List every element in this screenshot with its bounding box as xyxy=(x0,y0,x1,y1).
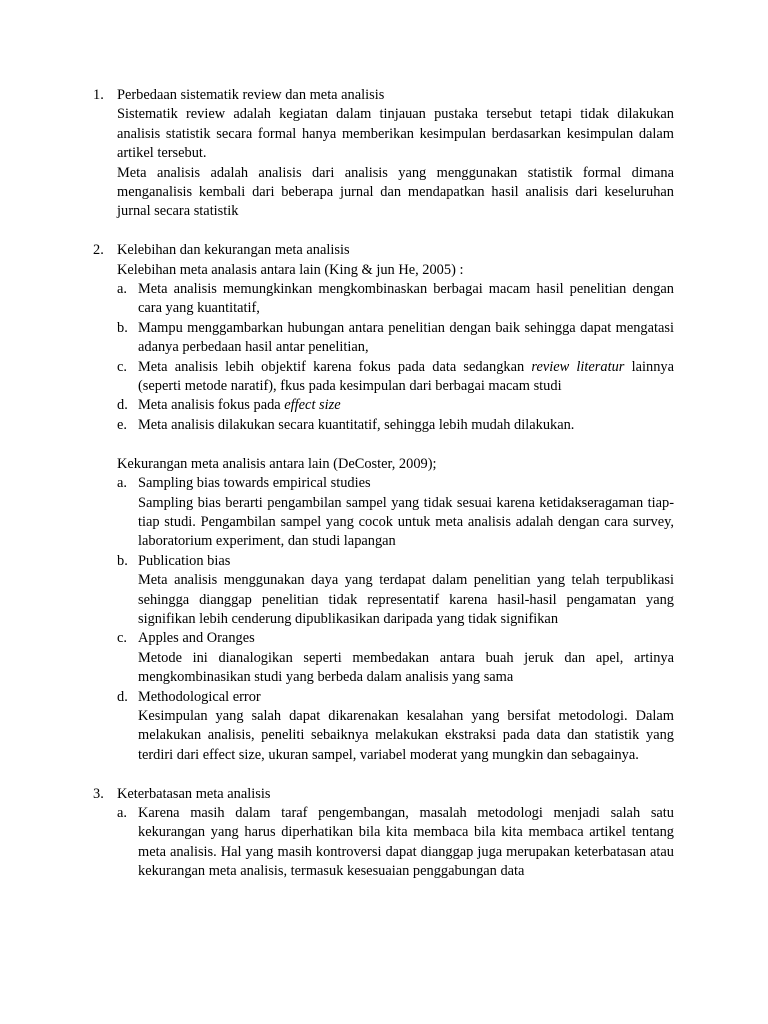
item-letter: a. xyxy=(117,475,127,492)
item-letter: c. xyxy=(117,630,127,647)
list-item xyxy=(117,688,674,766)
item-letter: e. xyxy=(117,416,127,433)
list-intro: Kekurangan meta analisis antara lain (DeCoster, 2009); xyxy=(117,455,437,472)
section-title: Kelebihan dan kekurangan meta analisis xyxy=(117,242,350,259)
list-item xyxy=(117,358,674,397)
item-text: Mampu menggambarkan hubungan antara penelitian dengan baik sehingga dapat mengatasi adanya perbedaan hasil antar penelitian, xyxy=(138,319,674,356)
section-1 xyxy=(0,86,768,222)
section-number: 3. xyxy=(93,785,104,802)
item-text: Kesimpulan yang salah dapat dikarenakan kesalahan yang bersifat metodologi. Dalam melakukan analisis, peneliti sebaiknya melakukan ekstraksi pada data dan statistik yang terdiri dari effect size, ukuran sampel, variabel moderat yang mungkin dan sebagainya. xyxy=(138,707,674,763)
item-letter: a. xyxy=(117,804,127,821)
item-text: Meta analisis fokus pada effect size xyxy=(138,397,341,414)
item-letter: b. xyxy=(117,319,128,336)
italic-term: effect size xyxy=(284,397,341,414)
list-item xyxy=(117,280,674,319)
item-title: Apples and Oranges xyxy=(138,630,255,647)
item-letter: c. xyxy=(117,358,127,375)
italic-term: review literatur xyxy=(531,358,625,375)
list-item xyxy=(117,416,674,435)
item-letter: a. xyxy=(117,281,127,298)
list-item xyxy=(117,629,674,687)
paragraph: Sistematik review adalah kegiatan dalam tinjauan pustaka tersebut tetapi tidak dilakukan analisis statistik secara formal hanya memberikan kesimpulan berdasarkan kesimpulan dalam artikel tersebut. xyxy=(117,106,674,162)
list-intro: Kelebihan meta analasis antara lain (King & jun He, 2005) : xyxy=(117,261,464,278)
section-title: Perbedaan sistematik review dan meta analisis xyxy=(117,87,385,103)
list-item xyxy=(117,319,674,358)
item-text: Meta analisis dilakukan secara kuantitatif, sehingga lebih mudah dilakukan. xyxy=(138,416,575,433)
item-letter: d. xyxy=(117,688,128,705)
document-page xyxy=(0,86,768,882)
paragraph: Meta analisis adalah analisis dari analisis yang menggunakan statistik formal dimana menganalisis kembali dari beberapa jurnal dan mendapatkan hasil analisis dari keseluruhan jurnal secara statistik xyxy=(117,164,674,220)
list-item xyxy=(117,474,674,552)
section-3 xyxy=(0,785,768,804)
item-letter: b. xyxy=(117,552,128,569)
section-2 xyxy=(0,241,768,280)
section-title: Keterbatasan meta analisis xyxy=(117,785,271,802)
item-text: Sampling bias berarti pengambilan sampel yang tidak sesuai karena ketidakseragaman tiap-tiap studi. Pengambilan sampel yang cocok untuk meta analisis adalah dengan cara survey, laboratorium experiment, dan studi lapangan xyxy=(138,494,674,550)
item-text: Karena masih dalam taraf pengembangan, masalah metodologi menjadi salah satu kekurangan yang harus diperhatikan bila kita membaca bila kita membaca artikel tentang meta analisis. Hal yang masih kontroversi dapat dianggap juga merupakan keterbatasan atau kekurangan meta analisis, termasuk kesesuaian penggabungan data xyxy=(138,804,674,880)
list-item xyxy=(117,804,674,882)
section-number: 2. xyxy=(93,242,104,259)
item-title: Publication bias xyxy=(138,552,231,569)
item-text: Meta analisis menggunakan daya yang terdapat dalam penelitian yang telah terpublikasi sehingga dianggap penelitian tidak representatif karena hasil-hasil pengamatan yang signifikan lebih cenderung dipublikasikan daripada yang tidak signifikan xyxy=(138,572,674,627)
item-title: Sampling bias towards empirical studies xyxy=(138,475,371,492)
item-letter: d. xyxy=(117,397,128,414)
list-item xyxy=(117,396,674,415)
item-text: Metode ini dianalogikan seperti membedakan antara buah jeruk dan apel, artinya mengkombinasikan studi yang berbeda dalam analisis yang sama xyxy=(138,649,674,686)
item-text: Meta analisis lebih objektif karena fokus pada data sedangkan review literatur lainnya (seperti metode naratif), fkus pada kesimpulan dari berbagai macam studi xyxy=(138,358,674,395)
item-title: Methodological error xyxy=(138,688,261,705)
section-number: 1. xyxy=(93,87,104,103)
item-text: Meta analisis memungkinkan mengkombinaskan berbagai macam hasil penelitian dengan cara yang kuantitatif, xyxy=(138,281,674,317)
list-item xyxy=(117,552,674,630)
